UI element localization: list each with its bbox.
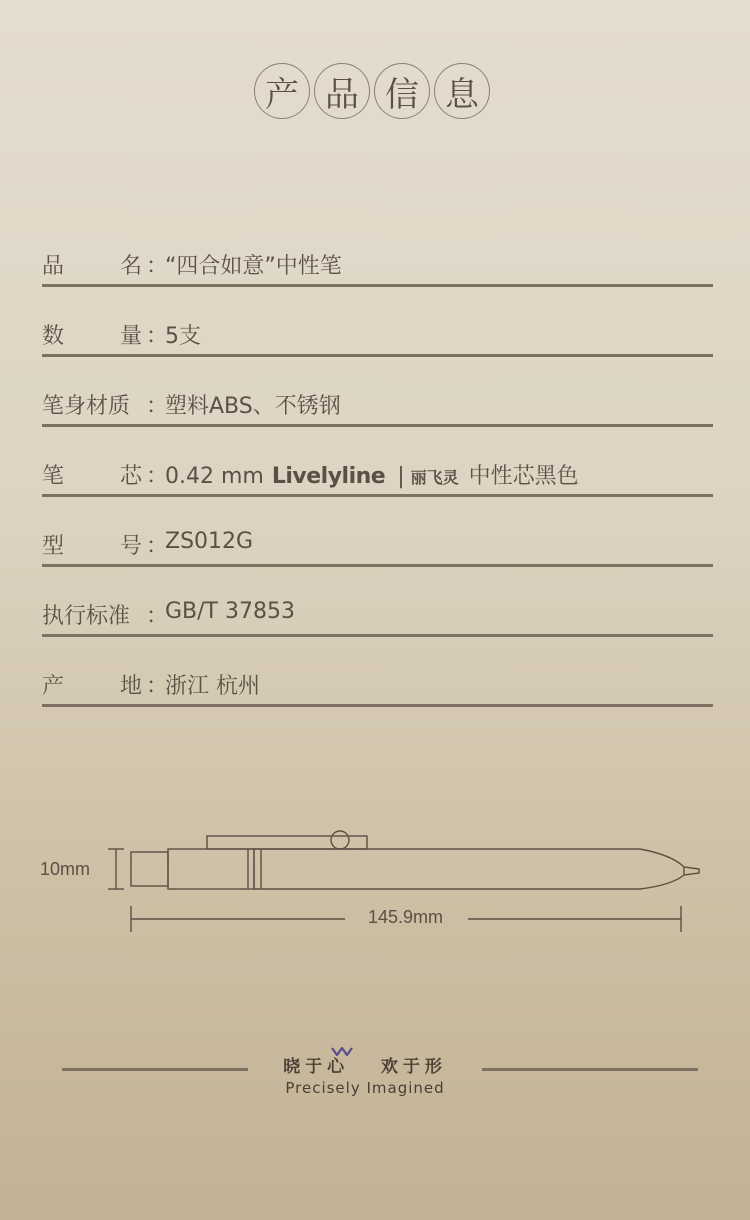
clip-button	[331, 831, 349, 849]
livelyline-logo: Livelyline	[271, 464, 386, 489]
label-colon: ：	[146, 394, 169, 419]
spec-row-material	[42, 369, 713, 439]
spec-list	[42, 229, 713, 719]
product-info-title	[254, 63, 494, 123]
title-char-3: 信	[374, 63, 430, 119]
pen-push-button	[131, 852, 168, 886]
slogan-cn-right: 欢于形	[380, 1057, 447, 1077]
spec-value: “四合如意”中性笔	[165, 254, 342, 279]
separator: |	[397, 464, 405, 489]
label-colon: ：	[146, 464, 169, 489]
spec-row-model	[42, 509, 713, 579]
label-char: 型	[42, 534, 65, 559]
label-char: 名	[120, 254, 143, 279]
spec-value: GB/T 37853	[165, 599, 295, 624]
footer-rule-right	[482, 1068, 698, 1071]
footer-rule-left	[62, 1068, 248, 1071]
divider	[42, 494, 713, 497]
pen-dimension-diagram	[0, 820, 750, 950]
label-char: 品	[42, 254, 65, 279]
spec-value: 塑料ABS、不锈钢	[165, 394, 341, 419]
label-char: 芯	[120, 464, 143, 489]
divider	[42, 284, 713, 287]
refill-type: 中性芯黑色	[468, 464, 579, 489]
spec-row-refill	[42, 439, 713, 509]
divider	[42, 354, 713, 357]
label-colon: ：	[146, 674, 169, 699]
spec-value	[165, 459, 579, 490]
label-char: 量	[120, 324, 143, 349]
divider	[42, 424, 713, 427]
label-colon: ：	[146, 254, 169, 279]
spec-row-quantity	[42, 299, 713, 369]
spec-row-origin	[42, 649, 713, 719]
label-text: 笔身材质	[42, 394, 131, 419]
pen-body	[254, 849, 699, 889]
label-char: 数	[42, 324, 65, 349]
divider	[42, 704, 713, 707]
divider	[42, 634, 713, 637]
label-char: 笔	[42, 464, 65, 489]
label-colon: ：	[146, 534, 169, 559]
label-colon: ：	[146, 604, 169, 629]
label-text: 执行标准	[42, 604, 131, 629]
spec-value: 5支	[165, 324, 201, 349]
length-label: 145.9mm	[368, 907, 444, 927]
spec-value: ZS012G	[165, 529, 254, 554]
spec-row-name	[42, 229, 713, 299]
title-char-4: 息	[434, 63, 490, 119]
label-char: 号	[120, 534, 143, 559]
brand-cn-logo: 丽飞灵	[410, 468, 459, 487]
slogan-cn	[270, 1052, 460, 1077]
label-colon: ：	[146, 324, 169, 349]
slogan-en: Precisely Imagined	[285, 1079, 445, 1097]
spec-row-standard	[42, 579, 713, 649]
pen-clip	[207, 836, 367, 849]
refill-size: 0.42 mm	[165, 464, 264, 489]
brand-slogan	[270, 1052, 460, 1097]
slogan-cn-left: 晓于心	[283, 1057, 350, 1077]
label-char: 地	[120, 674, 143, 699]
pen-upper-barrel	[168, 849, 254, 889]
spec-value: 浙江 杭州	[165, 674, 260, 699]
label-char: 产	[42, 674, 65, 699]
title-char-1: 产	[254, 63, 310, 119]
title-char-2: 品	[314, 63, 370, 119]
divider	[42, 564, 713, 567]
brand-mark-icon	[331, 1046, 355, 1058]
height-label: 10mm	[40, 859, 91, 879]
